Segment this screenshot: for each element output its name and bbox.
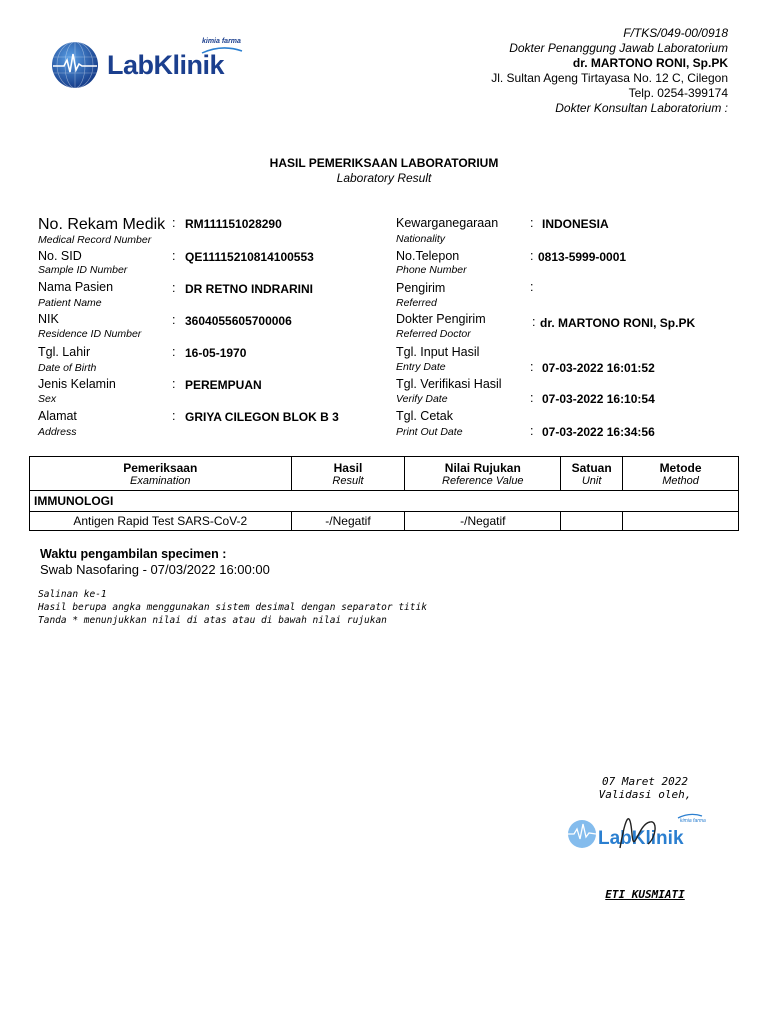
note-decimal: Hasil berupa angka menggunakan sistem desimal dengan separator titik xyxy=(38,602,427,613)
field-value: 16-05-1970 xyxy=(185,346,247,360)
brand-tag: kimia farma xyxy=(202,38,241,45)
field-colon: : xyxy=(172,409,176,423)
header-line1: Dokter Penanggung Jawab Laboratorium xyxy=(509,41,728,55)
field-label: Tgl. Cetak xyxy=(396,409,453,423)
header-consultant: Dokter Konsultan Laboratorium : xyxy=(555,101,728,115)
header-address: Jl. Sultan Ageng Tirtayasa No. 12 C, Cilegon xyxy=(491,71,728,85)
field-sub: Residence ID Number xyxy=(38,328,142,340)
field-colon: : xyxy=(172,281,176,295)
field-label: Dokter Pengirim xyxy=(396,312,486,326)
header-doctor: dr. MARTONO RONI, Sp.PK xyxy=(572,56,728,70)
field-sub: Entry Date xyxy=(396,361,446,373)
field-value: 3604055605700006 xyxy=(185,314,292,328)
note-copy: Salinan ke-1 xyxy=(38,589,107,600)
cell-unit xyxy=(561,512,623,531)
field-colon: : xyxy=(530,280,534,294)
field-colon: : xyxy=(530,391,534,405)
field-colon: : xyxy=(530,424,534,438)
field-label: Tgl. Input Hasil xyxy=(396,345,480,359)
field-colon: : xyxy=(530,216,534,230)
field-colon: : xyxy=(172,345,176,359)
cell-result: -/Negatif xyxy=(291,512,405,531)
field-sub: Date of Birth xyxy=(38,362,97,374)
header-examination: Pemeriksaan Examination xyxy=(30,457,292,491)
field-label: No.Telepon xyxy=(396,249,460,263)
field-colon: : xyxy=(172,216,176,230)
swoosh-icon xyxy=(200,46,244,54)
signature-date: 07 Maret 2022 xyxy=(601,775,689,788)
header-phone: Telp. 0254-399174 xyxy=(628,86,728,100)
lab-header xyxy=(491,26,728,116)
field-value: 07-03-2022 16:01:52 xyxy=(542,361,655,375)
specimen-heading: Waktu pengambilan specimen : xyxy=(40,547,227,561)
signature-validated: Validasi oleh, xyxy=(598,788,692,801)
field-sub: Print Out Date xyxy=(396,426,463,438)
field-colon: : xyxy=(172,377,176,391)
stamp-text: LabKlinik xyxy=(598,828,684,849)
field-sub: Address xyxy=(38,426,77,438)
field-label: NIK xyxy=(38,312,59,326)
field-sub: Sample ID Number xyxy=(38,264,128,276)
field-colon: : xyxy=(530,360,534,374)
field-value: dr. MARTONO RONI, Sp.PK xyxy=(540,316,696,330)
brand-name: LabKlinik xyxy=(107,50,225,80)
field-label: Tgl. Lahir xyxy=(38,345,91,359)
field-value: INDONESIA xyxy=(542,217,609,231)
field-sub: Sex xyxy=(38,393,57,405)
field-label: Jenis Kelamin xyxy=(38,377,116,391)
field-label: Kewarganegaraan xyxy=(396,216,499,230)
field-sub: Verify Date xyxy=(396,393,448,405)
signature-name: ETI KUSMIATI xyxy=(605,888,685,901)
field-label: Alamat xyxy=(38,409,77,423)
field-sub: Phone Number xyxy=(396,264,467,276)
field-value: 07-03-2022 16:34:56 xyxy=(542,425,655,439)
cell-method xyxy=(623,512,739,531)
field-label: Nama Pasien xyxy=(38,280,114,294)
field-label: No. Rekam Medik xyxy=(38,216,166,233)
field-sub: Patient Name xyxy=(38,297,102,309)
header-method: Metode Method xyxy=(623,457,739,491)
header-reference: Nilai Rujukan Reference Value xyxy=(405,457,561,491)
header-unit: Satuan Unit xyxy=(561,457,623,491)
field-label: No. SID xyxy=(38,249,82,263)
note-asterisk: Tanda * menunjukkan nilai di atas atau di bawah nilai rujukan xyxy=(38,615,387,626)
field-sub: Medical Record Number xyxy=(38,234,152,246)
field-colon: : xyxy=(172,313,176,327)
globe-icon xyxy=(50,40,100,90)
field-colon: : xyxy=(172,249,176,263)
header-result: Hasil Result xyxy=(291,457,405,491)
field-label: Pengirim xyxy=(396,281,446,295)
field-value: 07-03-2022 16:10:54 xyxy=(542,392,655,406)
table-header-row xyxy=(30,457,739,491)
field-value: DR RETNO INDRARINI xyxy=(185,282,313,296)
page-title: HASIL PEMERIKSAAN LABORATORIUM xyxy=(269,156,499,170)
labklinik-logo xyxy=(50,38,250,90)
field-value: 0813-5999-0001 xyxy=(538,250,627,264)
field-colon: : xyxy=(532,315,536,329)
form-code: F/TKS/049-00/0918 xyxy=(623,26,728,40)
field-label: Tgl. Verifikasi Hasil xyxy=(396,377,502,391)
field-sub: Referred Doctor xyxy=(396,328,471,340)
field-value: QE11115210814100553 xyxy=(185,250,314,264)
page-subtitle: Laboratory Result xyxy=(336,171,432,185)
field-value: GRIYA CILEGON BLOK B 3 xyxy=(185,410,339,424)
validation-stamp xyxy=(560,804,710,866)
results-table xyxy=(29,456,739,531)
cell-reference: -/Negatif xyxy=(405,512,561,531)
group-row xyxy=(30,491,739,512)
cell-exam: Antigen Rapid Test SARS-CoV-2 xyxy=(30,512,292,531)
stamp-logo-icon xyxy=(560,804,710,866)
field-value: PEREMPUAN xyxy=(185,378,262,392)
field-colon: : xyxy=(530,249,534,263)
field-sub: Nationality xyxy=(396,233,446,245)
field-value: RM111151028290 xyxy=(185,217,282,231)
specimen-value: Swab Nasofaring - 07/03/2022 16:00:00 xyxy=(40,562,270,577)
group-label: IMMUNOLOGI xyxy=(30,491,739,512)
table-row xyxy=(30,512,739,531)
svg-text:kimia farma: kimia farma xyxy=(680,818,706,824)
field-sub: Referred xyxy=(396,297,437,309)
